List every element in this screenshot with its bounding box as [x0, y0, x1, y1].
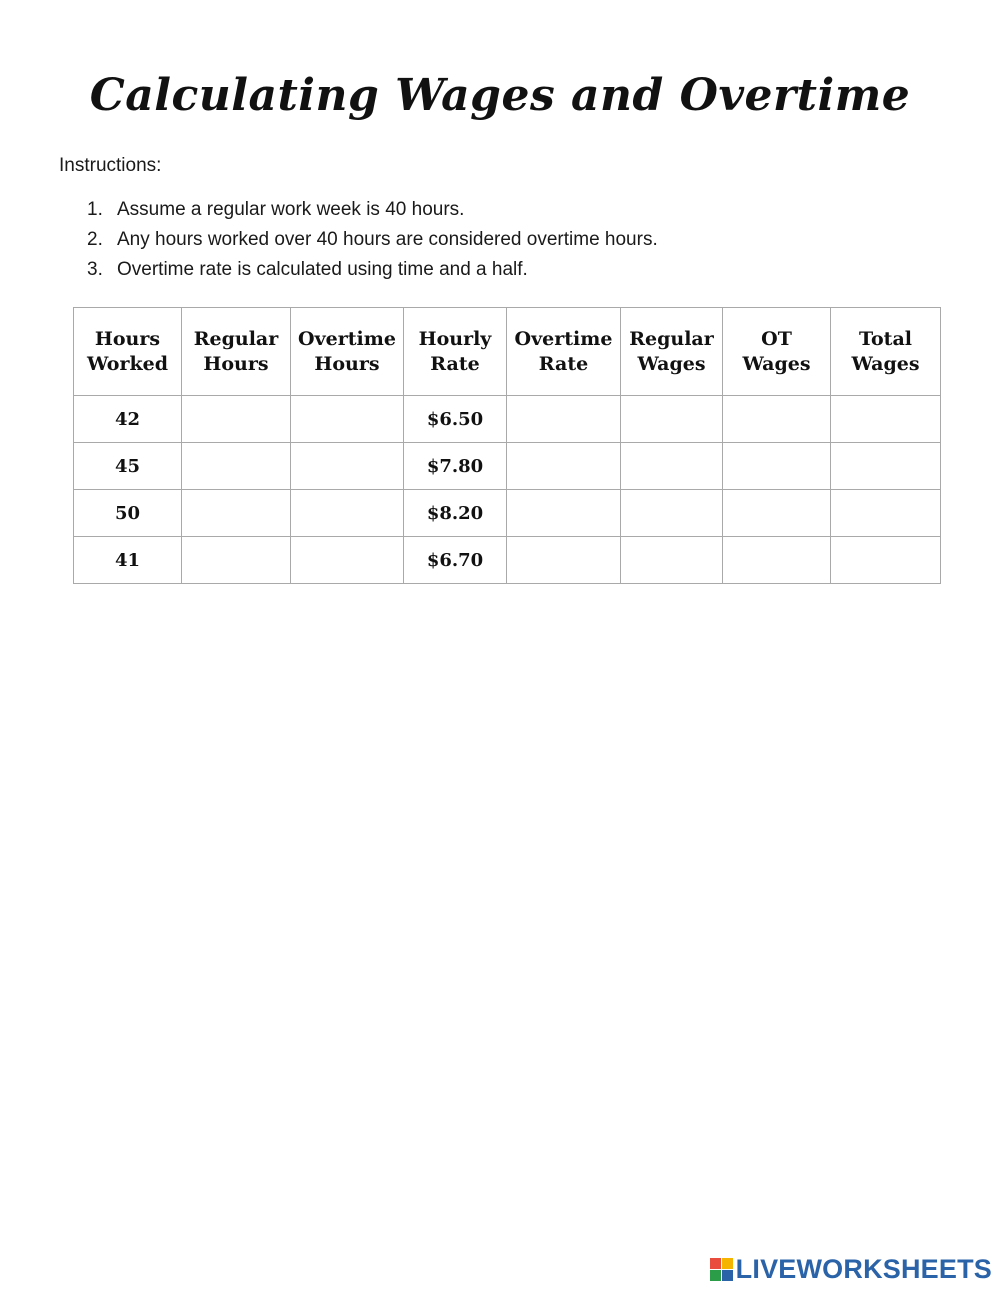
header-hourly-rate: Hourly Rate	[404, 308, 507, 396]
liveworksheets-logo[interactable]	[710, 1254, 992, 1285]
table-row	[74, 490, 941, 537]
instruction-number: 1.	[87, 199, 103, 220]
cell-ot-wages[interactable]	[723, 490, 831, 537]
header-hours-worked: Hours Worked	[74, 308, 182, 396]
instruction-item	[87, 258, 658, 288]
cell-hourly-rate: $7.80	[404, 443, 507, 490]
cell-total-wages[interactable]	[831, 490, 941, 537]
cell-regular-hours[interactable]	[182, 537, 291, 584]
cell-overtime-hours[interactable]	[291, 537, 404, 584]
instructions-list	[87, 198, 658, 288]
instruction-number: 2.	[87, 229, 103, 250]
wage-table	[73, 307, 941, 584]
cell-regular-hours[interactable]	[182, 443, 291, 490]
cell-overtime-hours[interactable]	[291, 396, 404, 443]
header-overtime-hours: Overtime Hours	[291, 308, 404, 396]
liveworksheets-logo-icon	[710, 1258, 733, 1281]
cell-overtime-rate[interactable]	[507, 537, 621, 584]
cell-overtime-rate[interactable]	[507, 443, 621, 490]
cell-hourly-rate: $6.70	[404, 537, 507, 584]
page-title: Calculating Wages and Overtime	[89, 70, 911, 121]
cell-regular-wages[interactable]	[621, 396, 723, 443]
header-regular-hours: Regular Hours	[182, 308, 291, 396]
cell-overtime-rate[interactable]	[507, 396, 621, 443]
liveworksheets-brand-text: LIVEWORKSHEETS	[735, 1254, 992, 1284]
logo-square-icon	[722, 1258, 733, 1269]
cell-regular-hours[interactable]	[182, 490, 291, 537]
cell-hourly-rate: $8.20	[404, 490, 507, 537]
cell-ot-wages[interactable]	[723, 537, 831, 584]
cell-overtime-hours[interactable]	[291, 443, 404, 490]
cell-regular-wages[interactable]	[621, 443, 723, 490]
cell-hours-worked: 45	[74, 443, 182, 490]
cell-hours-worked: 41	[74, 537, 182, 584]
cell-hourly-rate: $6.50	[404, 396, 507, 443]
instruction-text: Overtime rate is calculated using time and a half.	[117, 259, 528, 280]
cell-total-wages[interactable]	[831, 443, 941, 490]
header-ot-wages: OT Wages	[723, 308, 831, 396]
cell-regular-hours[interactable]	[182, 396, 291, 443]
cell-overtime-hours[interactable]	[291, 490, 404, 537]
cell-ot-wages[interactable]	[723, 396, 831, 443]
table-row	[74, 443, 941, 490]
logo-square-icon	[710, 1258, 721, 1269]
table-row	[74, 396, 941, 443]
cell-total-wages[interactable]	[831, 396, 941, 443]
cell-overtime-rate[interactable]	[507, 490, 621, 537]
cell-total-wages[interactable]	[831, 537, 941, 584]
instruction-item	[87, 228, 658, 258]
instructions-label: Instructions:	[59, 155, 162, 176]
cell-regular-wages[interactable]	[621, 537, 723, 584]
header-regular-wages: Regular Wages	[621, 308, 723, 396]
instruction-text: Assume a regular work week is 40 hours.	[117, 199, 465, 220]
cell-regular-wages[interactable]	[621, 490, 723, 537]
logo-square-icon	[710, 1270, 721, 1281]
cell-ot-wages[interactable]	[723, 443, 831, 490]
header-total-wages: Total Wages	[831, 308, 941, 396]
cell-hours-worked: 50	[74, 490, 182, 537]
table-row	[74, 537, 941, 584]
table-header-row	[74, 308, 941, 396]
header-overtime-rate: Overtime Rate	[507, 308, 621, 396]
instruction-item	[87, 198, 658, 228]
logo-square-icon	[722, 1270, 733, 1281]
cell-hours-worked: 42	[74, 396, 182, 443]
instruction-text: Any hours worked over 40 hours are considered overtime hours.	[117, 229, 658, 250]
instruction-number: 3.	[87, 259, 103, 280]
